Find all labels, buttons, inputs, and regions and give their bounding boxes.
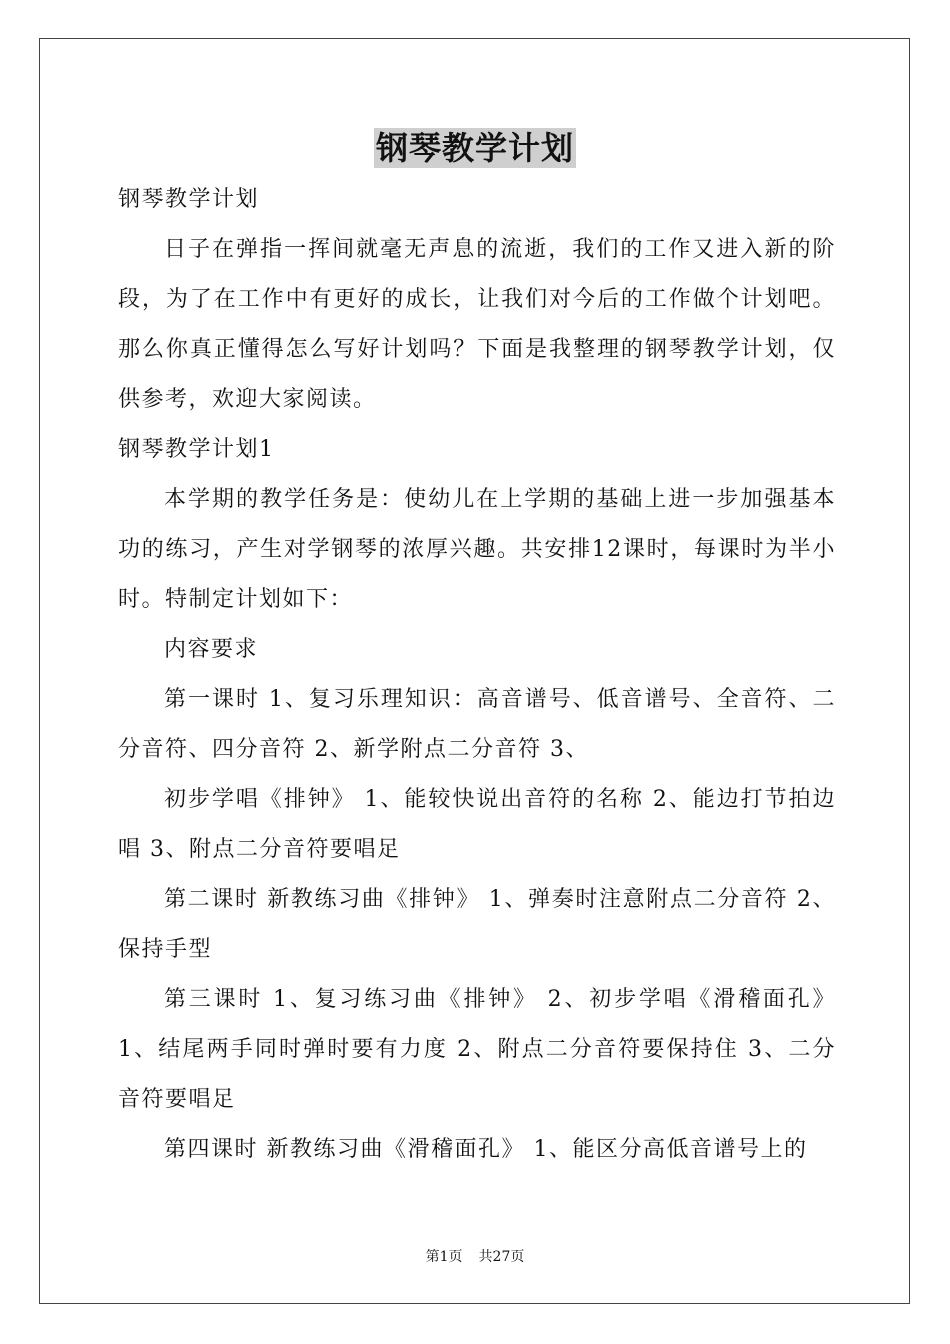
paragraph-subtitle: 钢琴教学计划	[118, 187, 260, 212]
document-title: 钢琴教学计划	[375, 129, 574, 167]
paragraph-lesson-2: 第二课时 新教练习曲《排钟》 1、弹奏时注意附点二分音符 2、保持手型	[118, 887, 836, 962]
paragraph-lesson-1-singing: 初步学唱《排钟》 1、能较快说出音符的名称 2、能边打节拍边唱 3、附点二分音符要唱足	[118, 787, 836, 862]
section-heading-plan-1: 钢琴教学计划1	[118, 437, 275, 462]
paragraph-content-requirements: 内容要求	[164, 637, 259, 662]
paragraph-intro: 日子在弹指一挥间就毫无声息的流逝，我们的工作又进入新的阶段，为了在工作中有更好的成长，让我们对今后的工作做个计划吧。那么你真正懂得怎么写好计划吗？下面是我整理的钢琴教学计划，仅供参考，欢迎大家阅读。	[118, 237, 836, 412]
paragraph-lesson-1: 第一课时 1、复习乐理知识：高音谱号、低音谱号、全音符、二分音符、四分音符 2、新学附点二分音符 3、	[118, 687, 836, 762]
paragraph-teaching-task: 本学期的教学任务是：使幼儿在上学期的基础上进一步加强基本功的练习，产生对学钢琴的浓厚兴趣。共安排12课时，每课时为半小时。特制定计划如下：	[118, 487, 836, 612]
page-number: 第1页	[425, 1249, 463, 1265]
page-footer	[0, 1248, 950, 1266]
paragraph-lesson-4: 第四课时 新教练习曲《滑稽面孔》 1、能区分高低音谱号上的	[164, 1137, 808, 1162]
title-container	[0, 128, 950, 168]
document-body	[118, 175, 836, 1175]
page-total: 共27页	[478, 1249, 525, 1265]
paragraph-lesson-3: 第三课时 1、复习练习曲《排钟》 2、初步学唱《滑稽面孔》 1、结尾两手同时弹时要有力度 2、附点二分音符要保持住 3、二分音符要唱足	[118, 987, 836, 1112]
